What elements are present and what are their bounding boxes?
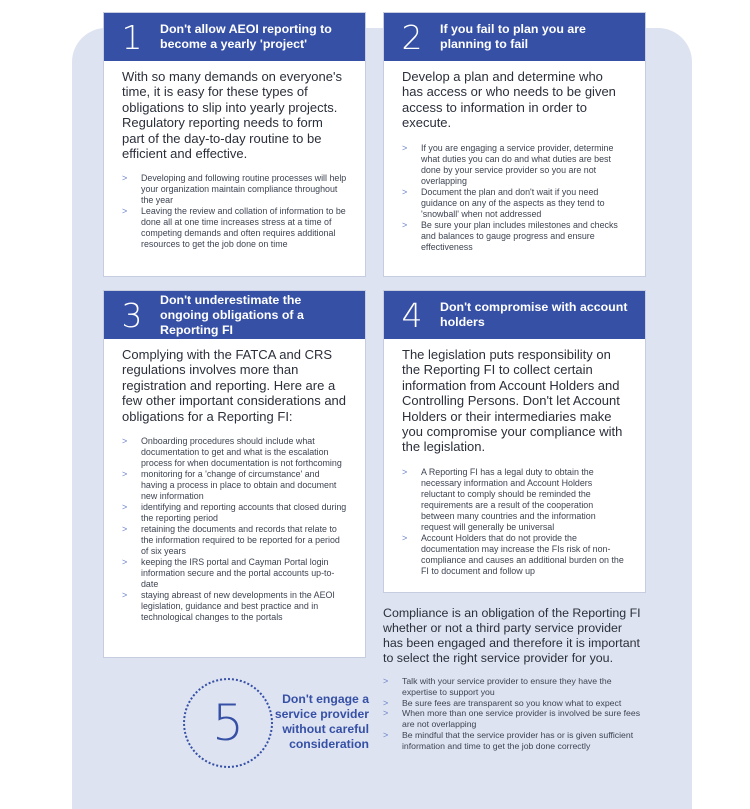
list-item: > keeping the IRS portal and Cayman Portal login information secure and the portal accounts up-to-date	[122, 557, 347, 590]
tip-number: 4	[401, 295, 423, 335]
tip-title: Don't engage a service provider without careful consideration	[274, 692, 369, 751]
list-item: > monitoring for a 'change of circumstance' and having a process in place to obtain and document new information	[122, 469, 347, 502]
list-item: > retaining the documents and records that relate to the information required to be reported for a period of six years	[122, 524, 347, 557]
tip-bullet-list	[383, 676, 645, 752]
list-item: > A Reporting FI has a legal duty to obtain the necessary information and Account Holders reluctant to comply should be reminded the requirements are a result of the cooperation between many countries and the information request will generally be universal	[402, 467, 627, 533]
tip-number-circle	[183, 678, 273, 768]
list-item: > Leaving the review and collation of information to be done all at one time increases stress at a time of competing demands and often requires additional resources to get the job done on time	[122, 206, 347, 250]
tip-bullet-list	[402, 143, 627, 253]
tip-lead-text: The legislation puts responsibility on the Reporting FI to collect certain information from Account Holders and Controlling Persons. Don't let Account Holders or their intermediaries make you compromise your compliance with the legislation.	[402, 347, 623, 455]
tip-title: If you fail to plan you are planning to fail	[440, 22, 586, 51]
tip-bullet-list	[402, 467, 627, 577]
list-item: > Talk with your service provider to ensure they have the expertise to support you	[383, 676, 645, 698]
tip-card-3	[103, 290, 366, 658]
tip-card-1	[103, 12, 366, 277]
tip-lead-text: Complying with the FATCA and CRS regulations involves more than registration and reporting. Here are a few other important considerations and obligations for a Reporting FI:	[122, 347, 347, 424]
list-item: > When more than one service provider is involved be sure fees are not overlapping	[383, 708, 645, 730]
list-item: > Be mindful that the service provider has or is given sufficient information and time to get the job done correctly	[383, 730, 645, 752]
list-item: > If you are engaging a service provider, determine what duties you can do and what duties are best done by your service provider so you are not overlapping	[402, 143, 627, 187]
tip-card-header	[384, 13, 645, 61]
list-item: > staying abreast of new developments in the AEOI legislation, guidance and best practice and in technological changes to the portals	[122, 590, 347, 623]
tip-card-header	[104, 291, 365, 339]
tip-card-header	[384, 291, 645, 339]
list-item: > Developing and following routine processes will help your organization maintain compliance throughout the year	[122, 173, 347, 206]
tip-title: Don't compromise with account holders	[440, 300, 628, 329]
tip-lead-text: Develop a plan and determine who has access or who needs to be given access to information in order to execute.	[402, 69, 616, 131]
list-item: > Onboarding procedures should include what documentation to get and what is the escalation process for when documentation is not forthcoming	[122, 436, 347, 469]
tip-bullet-list	[122, 436, 347, 623]
list-item: > Account Holders that do not provide the documentation may increase the FIs risk of non-compliance and causes an additional burden on the FI to document and follow up	[402, 533, 627, 577]
list-item: > Document the plan and don't wait if you need guidance on any of the aspects as they tend to 'snowball' when not addressed	[402, 187, 627, 220]
tip-lead-text: With so many demands on everyone's time, it is easy for these types of obligations to slip into yearly projects. Regulatory reporting needs to form part of the day-to-day routine to be efficient and effective.	[122, 69, 342, 162]
list-item: > identifying and reporting accounts that closed during the reporting period	[122, 502, 347, 524]
list-item: > Be sure your plan includes milestones and checks and balances to gauge progress and ensure effectiveness	[402, 220, 627, 253]
tip-section-5	[383, 606, 645, 752]
tip-title: Don't allow AEOI reporting to become a yearly 'project'	[160, 22, 332, 51]
tip-number: 5	[212, 694, 244, 752]
tip-number: 3	[121, 295, 143, 335]
tip-card-4	[383, 290, 646, 593]
tip-number: 1	[121, 17, 143, 57]
tip-number: 2	[401, 17, 423, 57]
tip-title: Don't underestimate the ongoing obligations of a Reporting FI	[160, 292, 304, 337]
list-item: > Be sure fees are transparent so you know what to expect	[383, 698, 645, 709]
tip-card-2	[383, 12, 646, 277]
tip-card-header	[104, 13, 365, 61]
tip-lead-text: Compliance is an obligation of the Reporting FI whether or not a third party service provider has been engaged and therefore it is important to select the right service provider for you.	[383, 606, 641, 665]
tip-bullet-list	[122, 173, 347, 250]
